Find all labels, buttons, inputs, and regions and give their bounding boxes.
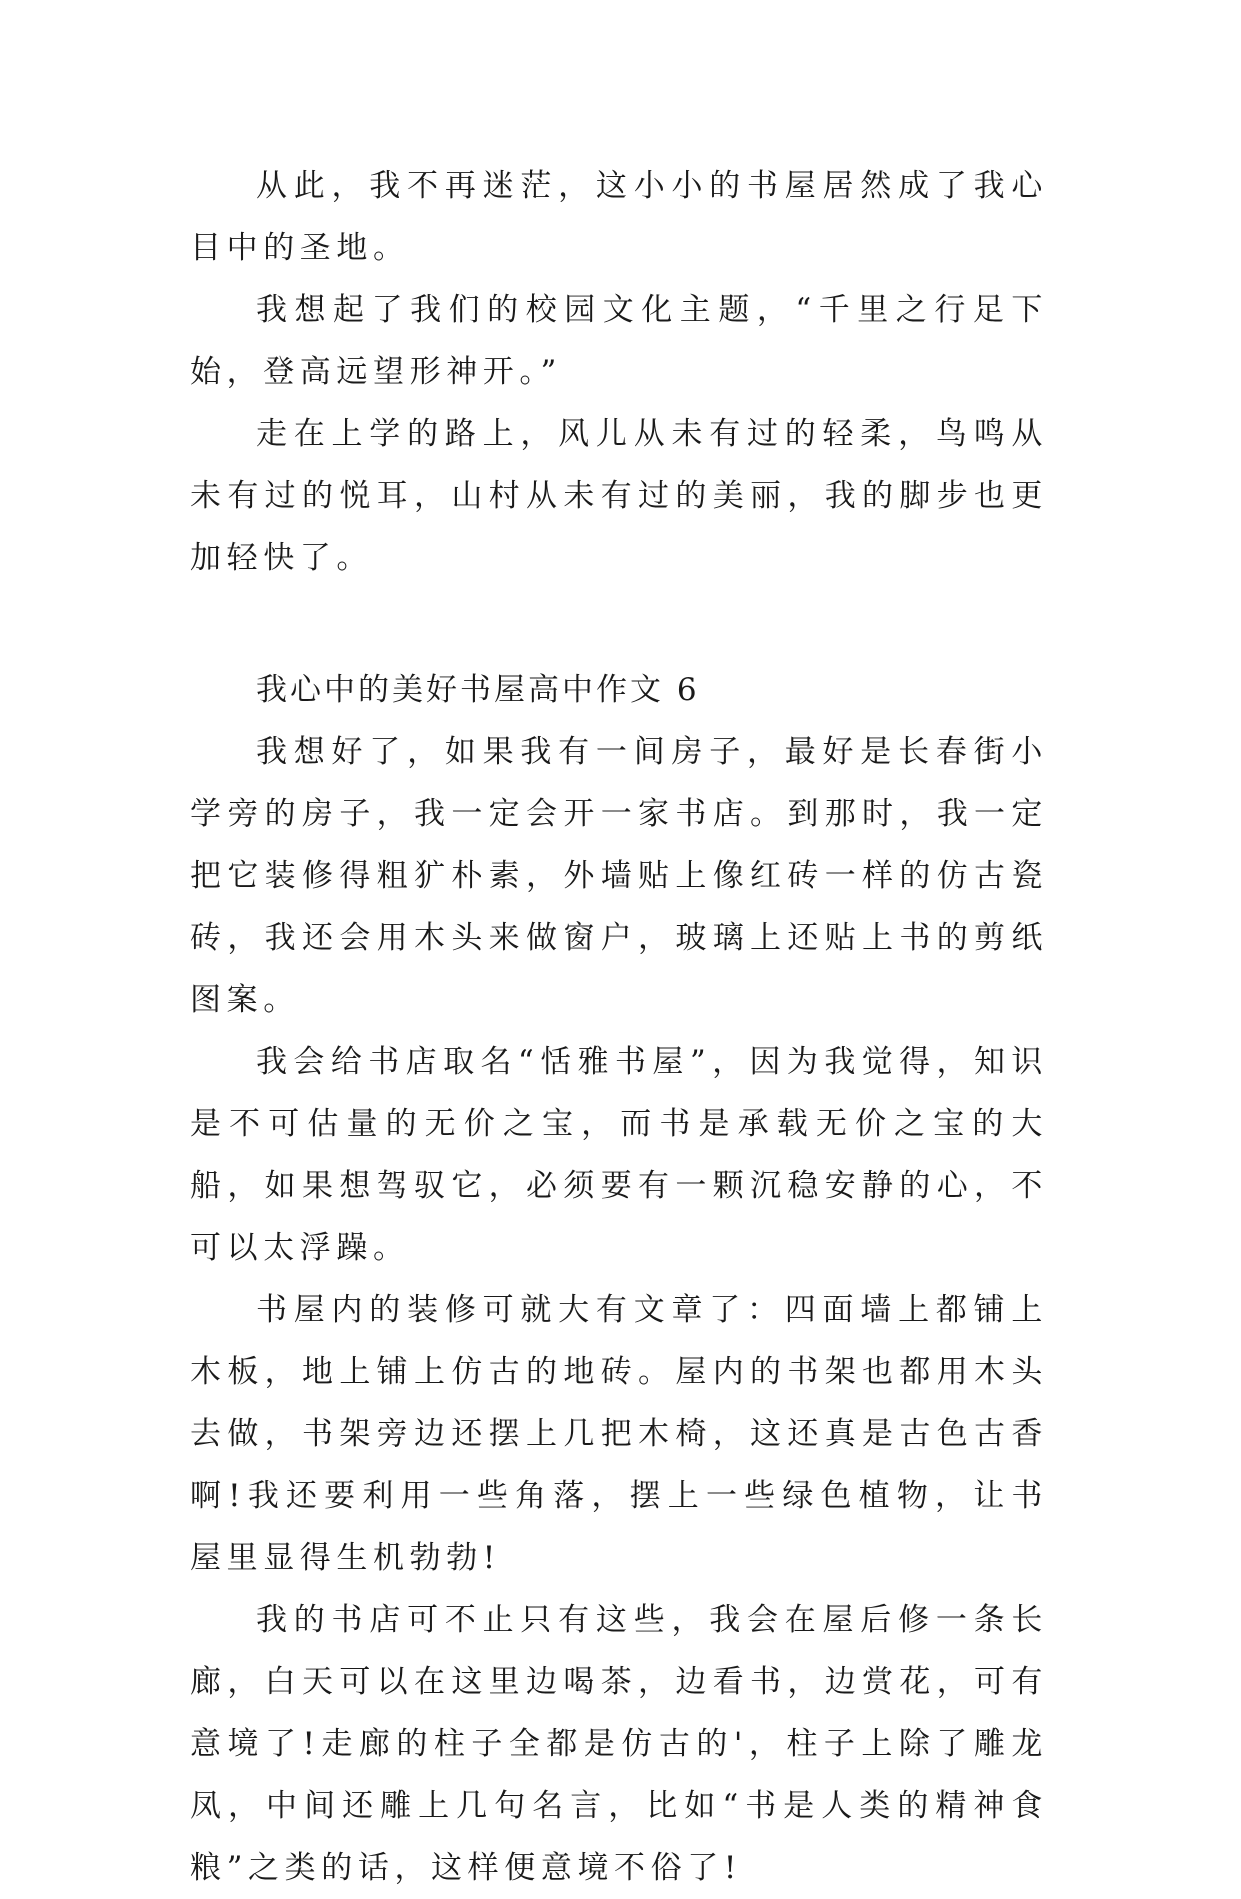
paragraph: 我想好了，如果我有一间房子，最好是长春街小学旁的房子，我一定会开一家书店。到那时，我一定把它装修得粗犷朴素，外墙贴上像红砖一样的仿古瓷砖，我还会用木头来做窗户，玻璃上还贴上书的剪纸图案。 [190, 734, 1048, 1018]
paragraph: 我会给书店取名“恬雅书屋”，因为我觉得，知识是不可估量的无价之宝，而书是承载无价之宝的大船，如果想驾驭它，必须要有一颗沉稳安静的心，不可以太浮躁。 [190, 1044, 1048, 1266]
paragraph: 走在上学的路上，风儿从未有过的轻柔，鸟鸣从未有过的悦耳，山村从未有过的美丽，我的脚步也更加轻快了。 [190, 416, 1048, 576]
paragraph: 我想起了我们的校园文化主题，“千里之行足下始，登高远望形神开。” [190, 292, 1048, 390]
paragraph: 书屋内的装修可就大有文章了：四面墙上都铺上木板，地上铺上仿古的地砖。屋内的书架也都用木头去做，书架旁边还摆上几把木椅，这还真是古色古香啊!我还要利用一些角落，摆上一些绿色植物，让书屋里显得生机勃勃! [190, 1292, 1048, 1576]
section-title: 我心中的美好书屋高中作文 6 [256, 672, 700, 708]
paragraph: 我的书店可不止只有这些，我会在屋后修一条长廊，白天可以在这里边喝茶，边看书，边赏花，可有意境了!走廊的柱子全都是仿古的'，柱子上除了雕龙凤，中间还雕上几句名言，比如“书是人类的精神食粮”之类的话，这样便意境不俗了! [190, 1602, 1048, 1886]
document-page [190, 155, 1048, 1899]
paragraph: 从此，我不再迷茫，这小小的书屋居然成了我心目中的圣地。 [190, 168, 1048, 266]
